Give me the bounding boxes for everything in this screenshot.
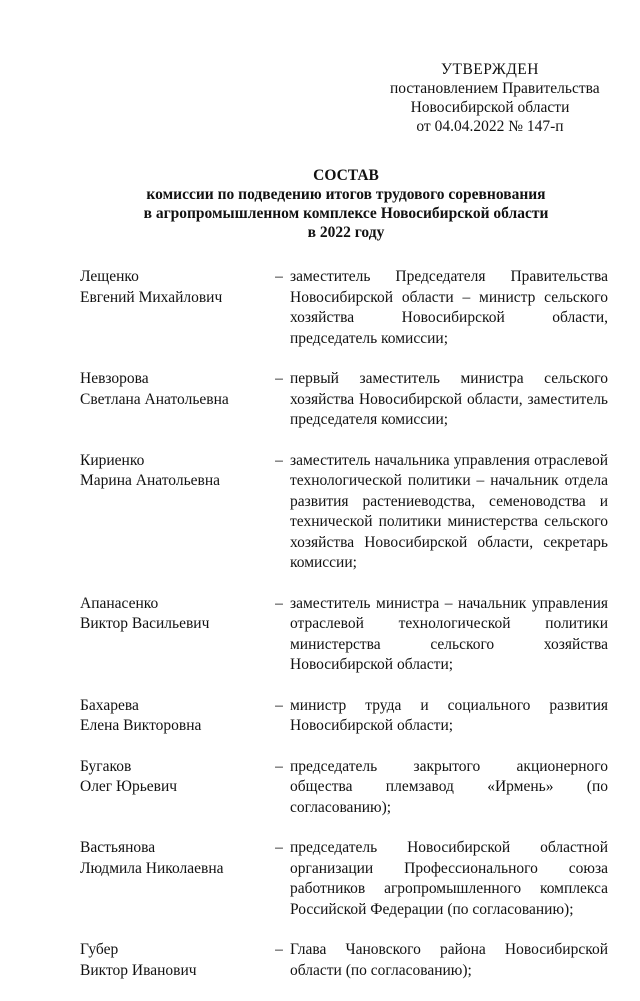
member-given-names: Виктор Иванович xyxy=(80,961,197,979)
member-dash: – xyxy=(275,757,283,775)
member-name xyxy=(80,369,265,410)
member-row xyxy=(80,369,608,431)
approval-region: Новосибирской области xyxy=(410,99,570,116)
member-role: заместитель начальника управления отраслевой технологической политики – начальник отдела развития растениеводства, семеноводства и технической политики министерства сельского хозяйства Новосибирской области, секретарь комиссии; xyxy=(290,451,608,571)
member-surname: Бахарева xyxy=(80,696,139,714)
member-row xyxy=(80,267,608,349)
approval-heading: УТВЕРЖДЕН xyxy=(441,61,539,78)
member-dash: – xyxy=(275,696,283,714)
member-dash: – xyxy=(275,594,283,612)
member-dash: – xyxy=(275,941,283,958)
member-name xyxy=(80,940,265,981)
member-surname: Апанасенко xyxy=(80,594,159,612)
member-row xyxy=(80,696,608,737)
title-line-sector: в агропромышленном комплексе Новосибирской области xyxy=(143,205,549,222)
member-surname: Кириенко xyxy=(80,451,145,469)
member-dash: – xyxy=(275,268,283,285)
member-name xyxy=(80,838,265,879)
member-name xyxy=(80,451,265,492)
member-role: Глава Чановского района Новосибирской области (по согласованию); xyxy=(290,941,608,979)
member-given-names: Светлана Анатольевна xyxy=(80,390,229,408)
member-surname: Губер xyxy=(80,941,119,958)
title-heading: СОСТАВ xyxy=(313,167,379,184)
member-row xyxy=(80,940,608,981)
member-role: первый заместитель министра сельского хозяйства Новосибирской области, заместитель председателя комиссии; xyxy=(290,370,608,428)
member-role: заместитель министра – начальник управления отраслевой технологической политики министерства сельского хозяйства Новосибирской области; xyxy=(290,594,608,673)
member-given-names: Марина Анатольевна xyxy=(80,472,221,489)
member-name xyxy=(80,594,265,635)
member-row xyxy=(80,838,608,920)
document-title xyxy=(80,166,612,242)
member-role: председатель закрытого акционерного общества племзавод «Ирмень» (по согласованию); xyxy=(290,757,608,816)
member-role: министр труда и социального развития Новосибирской области; xyxy=(290,696,608,734)
member-surname: Бугаков xyxy=(80,757,132,775)
member-row xyxy=(80,757,608,819)
member-dash: – xyxy=(275,451,283,469)
member-role: председатель Новосибирской областной организации Профессионального союза работников агропромышленного комплекса Российской Федерации (по согласованию); xyxy=(290,839,608,918)
approval-stamp xyxy=(390,60,600,136)
approval-date-number: от 04.04.2022 № 147-п xyxy=(416,118,564,135)
member-given-names: Виктор Васильевич xyxy=(80,615,210,632)
member-surname: Невзорова xyxy=(80,370,149,387)
title-line-commission: комиссии по подведению итогов трудового соревнования xyxy=(146,186,546,203)
approval-authority: постановлением Правительства xyxy=(390,80,600,97)
member-name xyxy=(80,267,265,308)
member-dash: – xyxy=(275,370,283,387)
member-given-names: Елена Викторовна xyxy=(80,717,202,734)
member-dash: – xyxy=(275,839,283,856)
member-surname: Вастьянова xyxy=(80,839,156,856)
member-row xyxy=(80,594,608,676)
member-surname: Лещенко xyxy=(80,268,139,285)
member-name xyxy=(80,696,265,737)
title-line-year: в 2022 году xyxy=(307,224,385,241)
member-given-names: Евгений Михайлович xyxy=(80,288,223,306)
member-role: заместитель Председателя Правительства Новосибирской области – министр сельского хозяйства Новосибирской области, председатель комиссии; xyxy=(290,268,608,347)
member-name xyxy=(80,757,265,798)
member-given-names: Олег Юрьевич xyxy=(80,778,178,795)
member-row xyxy=(80,451,608,574)
member-list xyxy=(80,267,608,1001)
member-given-names: Людмила Николаевна xyxy=(80,859,224,877)
